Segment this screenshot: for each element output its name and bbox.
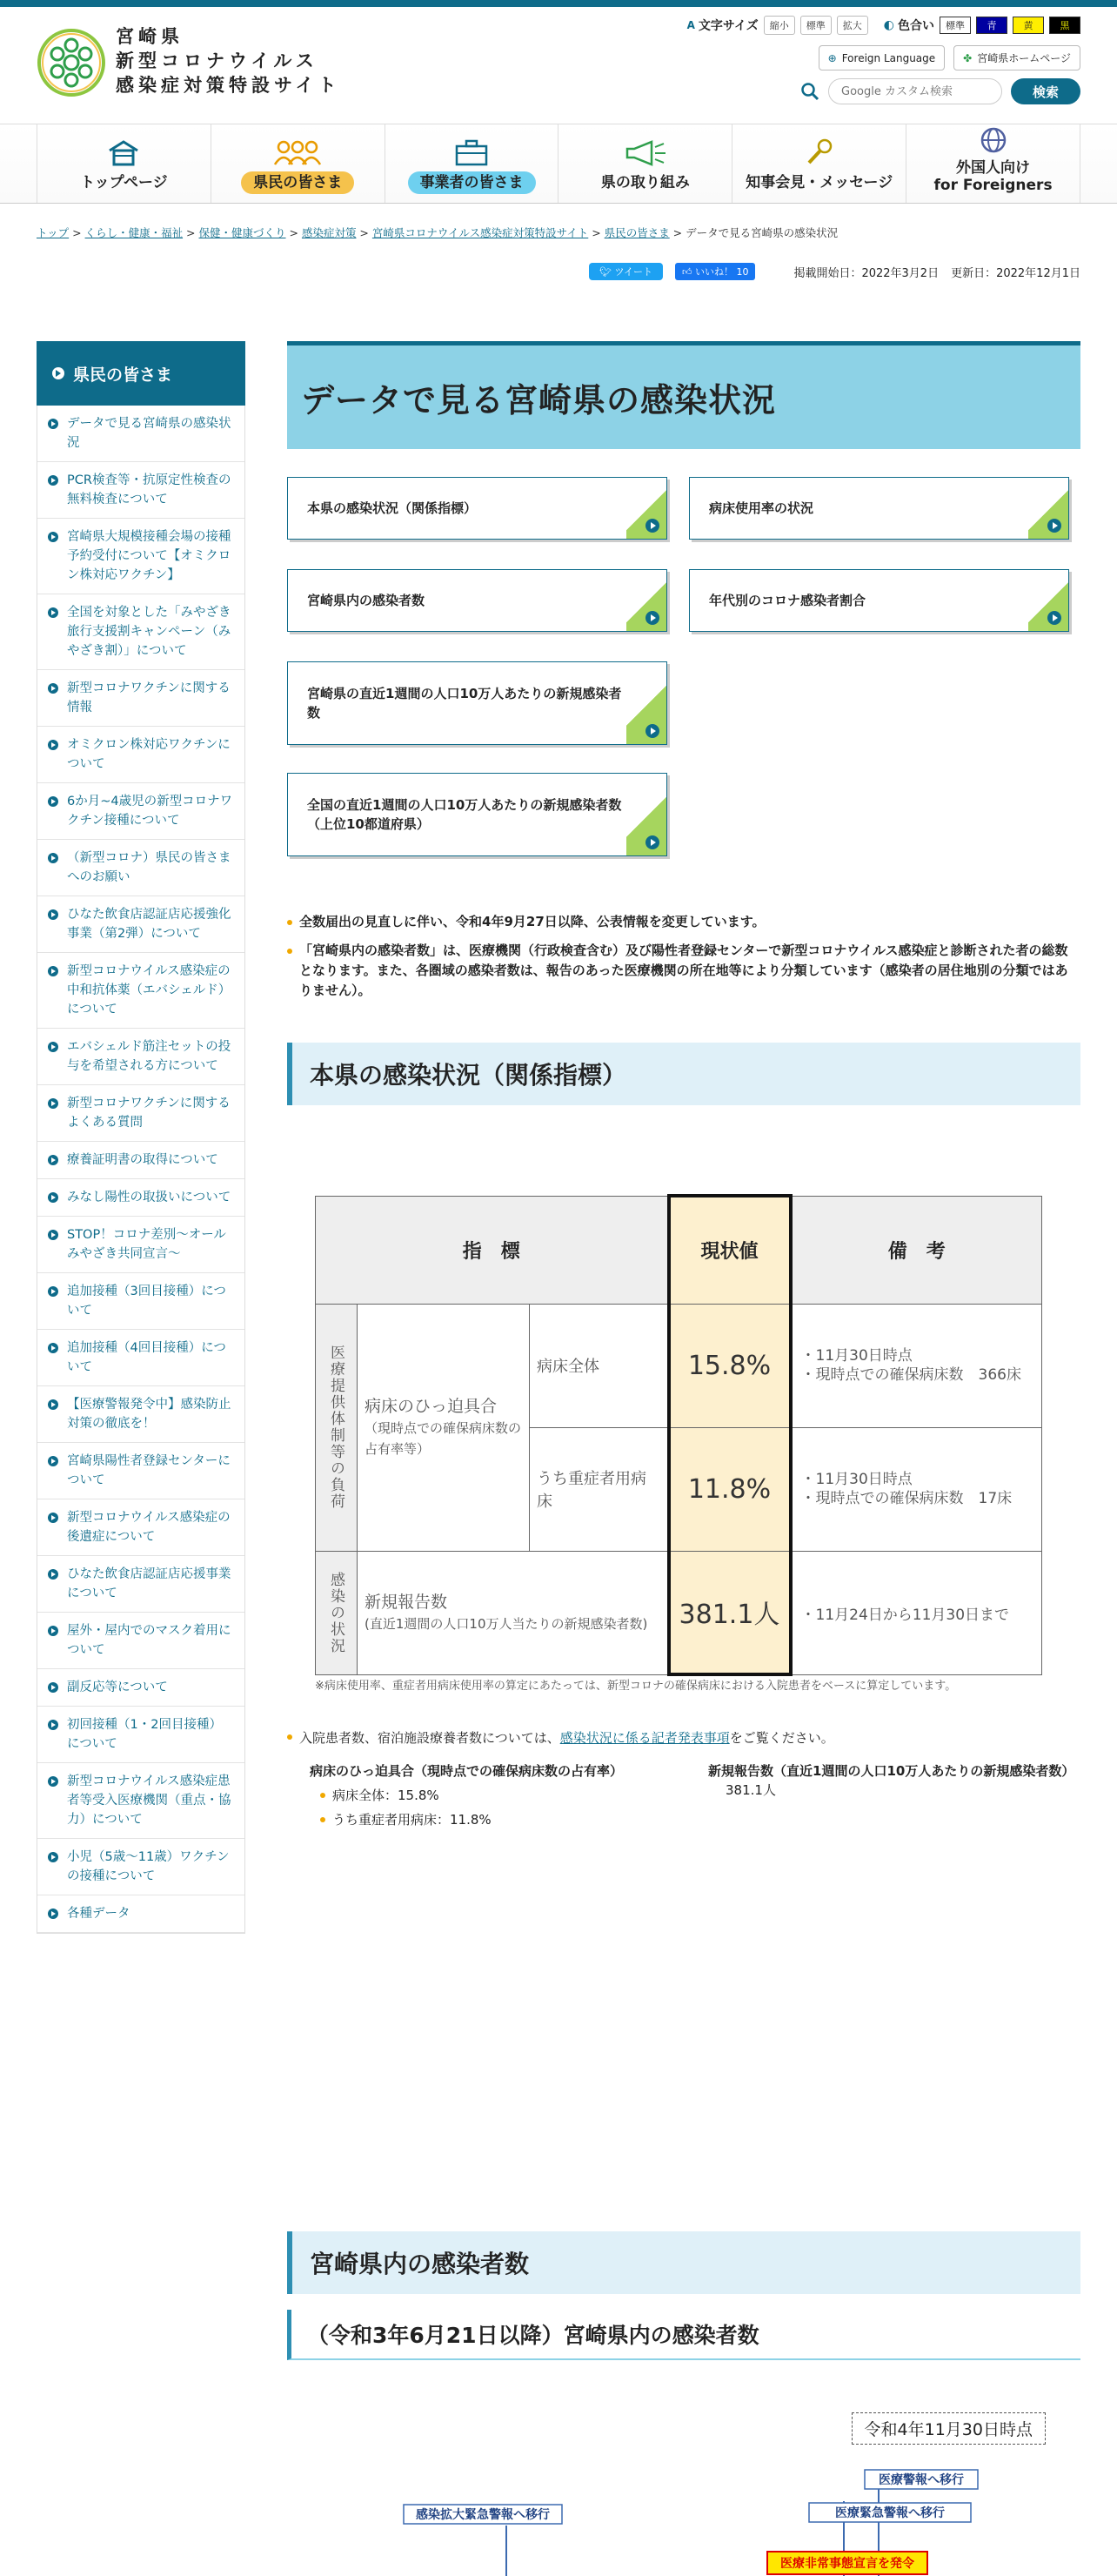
sidebar-item[interactable] bbox=[37, 1085, 244, 1142]
sidebar bbox=[37, 341, 245, 1934]
arrow-circle-icon bbox=[52, 367, 64, 379]
table-value-bed-severe: 11.8% bbox=[669, 1427, 791, 1551]
search-input[interactable] bbox=[828, 78, 1002, 104]
arrow-circle-icon bbox=[48, 1343, 58, 1353]
sidebar-item[interactable] bbox=[37, 1443, 244, 1499]
sidebar-item-label: 初回接種（1・2回目接種）について bbox=[67, 1718, 222, 1751]
sidebar-item-label: 屋外・屋内でのマスク着用について bbox=[67, 1624, 231, 1657]
tweet-button[interactable]: 🐦︎ ツイート bbox=[589, 263, 663, 280]
breadcrumb-link[interactable]: 保健・健康づくり bbox=[198, 226, 286, 239]
arrow-circle-icon bbox=[48, 966, 58, 976]
page-meta bbox=[589, 263, 1080, 280]
table-row-label: うち重症者用病床 bbox=[530, 1427, 669, 1551]
summary-bed-title: 病床のひっ迫具合（現時点での確保病床数の占有率） bbox=[310, 1763, 624, 1779]
section-title-infections: 宮崎県内の感染者数 bbox=[287, 2231, 1080, 2294]
globe-icon: ⊕ bbox=[827, 51, 837, 64]
breadcrumb-link[interactable]: 感染症対策 bbox=[301, 226, 357, 239]
info-line: 入院患者数、宿泊施設療養者数については、感染状況に係る記者発表事項をご覧ください。 bbox=[287, 1728, 1080, 1747]
arrow-circle-icon bbox=[48, 1399, 58, 1410]
main-content bbox=[287, 341, 1080, 2571]
arrow-circle-icon bbox=[48, 909, 58, 920]
nav-foreigners[interactable] bbox=[906, 124, 1080, 203]
arrow-circle-icon bbox=[48, 1098, 58, 1109]
arrow-circle-icon bbox=[48, 1720, 58, 1730]
arrow-circle-icon bbox=[48, 1776, 58, 1787]
summary-bed bbox=[287, 1761, 682, 1829]
sidebar-item-label: 全国を対象とした「みやざき旅行支援割キャンペーン（みやざき割）」について bbox=[67, 606, 231, 658]
search-bar bbox=[800, 78, 1080, 104]
sidebar-item-label: 各種データ bbox=[67, 1907, 130, 1921]
table-header-current: 現状値 bbox=[669, 1196, 791, 1304]
site-title-line3: 感染症対策特設サイト bbox=[116, 75, 341, 96]
sidebar-item-label: 新型コロナウイルス感染症患者等受入医療機関（重点・協力）について bbox=[67, 1774, 231, 1827]
color-yellow-button[interactable]: 黄 bbox=[1013, 17, 1044, 34]
sidebar-item[interactable] bbox=[37, 1613, 244, 1669]
sidebar-item[interactable] bbox=[37, 1895, 244, 1933]
indicator-table bbox=[315, 1194, 1042, 1676]
sidebar-item-label: ひなた飲食店認証店応援事業について bbox=[67, 1567, 231, 1600]
sidebar-item-label: 新型コロナワクチンに関する情報 bbox=[67, 681, 231, 714]
accessibility-bar bbox=[687, 16, 1080, 35]
chart-date-label: 令和4年11月30日時点 bbox=[852, 2412, 1046, 2445]
table-remarks: ・11月30日時点 ・現時点での確保病床数 366床 bbox=[791, 1304, 1042, 1427]
anchor-link-infections[interactable]: 宮崎県内の感染者数 bbox=[287, 569, 667, 632]
twitter-icon: 🐦︎ bbox=[599, 266, 612, 278]
sidebar-item[interactable] bbox=[37, 406, 244, 462]
anchor-link-bed-usage[interactable]: 病床使用率の状況 bbox=[689, 477, 1069, 540]
pref-logo-icon: ✤ bbox=[963, 51, 973, 64]
arrow-circle-icon bbox=[645, 724, 659, 738]
color-blue-button[interactable]: 青 bbox=[976, 17, 1007, 34]
breadcrumb-link[interactable]: くらし・健康・福祉 bbox=[84, 226, 184, 239]
chart-label-medical-state-emergency: 医療非常事態宣言を発令 bbox=[780, 2557, 914, 2571]
sidebar-item-label: 追加接種（4回目接種）について bbox=[67, 1341, 226, 1374]
sidebar-item-label: 療養証明書の取得について bbox=[67, 1153, 218, 1167]
table-remarks: ・11月30日時点 ・現時点での確保病床数 17床 bbox=[791, 1427, 1042, 1551]
arrow-circle-icon bbox=[645, 835, 659, 849]
summary-item: うち重症者用病床：11.8% bbox=[320, 1810, 682, 1829]
breadcrumb: トップ > くらし・健康・福祉 > 保健・健康づくり > 感染症対策 > 宮崎県コロナウイルス感染症対策特設サイト > 県民の皆さま > データで見る宮崎県の感染状況 bbox=[37, 226, 839, 239]
nav-label-ja: 外国人向け bbox=[956, 159, 1031, 177]
sidebar-item[interactable] bbox=[37, 1556, 244, 1613]
font-size-label: A 文字サイズ bbox=[686, 19, 759, 33]
search-button[interactable]: 検索 bbox=[1011, 78, 1080, 104]
sidebar-item[interactable] bbox=[37, 1707, 244, 1763]
table-group-infection: 感染の状況 bbox=[316, 1551, 358, 1674]
arrow-circle-icon bbox=[1047, 519, 1061, 533]
color-label: ◐ 色合い bbox=[883, 18, 934, 33]
table-new-cases-label: 新規報告数 (直近1週間の人口10万人当たりの新規感染者数) bbox=[358, 1551, 669, 1674]
arrow-circle-icon bbox=[48, 1456, 58, 1466]
page-title: データで見る宮崎県の感染状況 bbox=[287, 341, 1080, 449]
sidebar-item[interactable] bbox=[37, 1839, 244, 1895]
sidebar-item-label: STOP！コロナ差別～オールみやざき共同宣言～ bbox=[67, 1228, 226, 1261]
search-icon bbox=[800, 82, 819, 101]
sidebar-item-label: 宮崎県陽性者登録センターについて bbox=[67, 1454, 231, 1487]
sidebar-item[interactable] bbox=[37, 462, 244, 519]
sidebar-item[interactable] bbox=[37, 1669, 244, 1707]
sidebar-item[interactable] bbox=[37, 727, 244, 783]
arrow-circle-icon bbox=[48, 1042, 58, 1052]
anchor-link-age-groups[interactable]: 年代別のコロナ感染者割合 bbox=[689, 569, 1069, 632]
sidebar-item[interactable] bbox=[37, 594, 244, 670]
sidebar-item-label: （新型コロナ）県民の皆さまへのお願い bbox=[67, 851, 231, 884]
summary-item: 病床全体：15.8% bbox=[320, 1786, 682, 1805]
nav-initiatives[interactable] bbox=[558, 124, 732, 203]
sidebar-item-label: 小児（5歳～11歳）ワクチンの接種について bbox=[67, 1850, 230, 1883]
sidebar-item[interactable] bbox=[37, 1179, 244, 1217]
sidebar-item[interactable] bbox=[37, 1386, 244, 1443]
nav-residents[interactable] bbox=[211, 124, 385, 203]
briefcase-icon bbox=[454, 138, 489, 166]
sidebar-item-label: エバシェルド筋注セットの投与を希望される方について bbox=[67, 1040, 231, 1073]
arrow-circle-icon bbox=[645, 611, 659, 625]
nav-governor[interactable] bbox=[732, 124, 906, 203]
arrow-circle-icon bbox=[48, 419, 58, 429]
table-bed-label: 病床のひっ迫具合 （現時点での確保病床数の占有率等） bbox=[358, 1304, 530, 1551]
nav-label: 事業者の皆さま bbox=[408, 171, 536, 194]
people-icon bbox=[271, 138, 324, 166]
arrow-circle-icon bbox=[48, 1286, 58, 1297]
nav-label: 県民の皆さま bbox=[241, 171, 354, 194]
arrow-circle-icon bbox=[48, 532, 58, 542]
arrow-circle-icon bbox=[48, 796, 58, 807]
anchor-link-pref-per100k[interactable]: 宮崎県の直近1週間の人口10万人あたりの新規感染者数 bbox=[287, 661, 667, 745]
arrow-circle-icon bbox=[48, 740, 58, 750]
arrow-circle-icon bbox=[48, 1909, 58, 1919]
anchor-link-national-top10[interactable]: 全国の直近1週間の人口10万人あたりの新規感染者数（上位10都道府県） bbox=[287, 773, 667, 856]
arrow-circle-icon bbox=[48, 475, 58, 486]
arrow-circle-icon bbox=[48, 683, 58, 694]
notice-item: 全数届出の見直しに伴い、令和4年9月27日以降、公表情報を変更しています。 bbox=[287, 912, 1080, 932]
font-size-large-button[interactable]: 拡大 bbox=[837, 16, 868, 35]
nav-label bbox=[934, 159, 1053, 194]
arrow-circle-icon bbox=[48, 1852, 58, 1862]
table-value-new-cases: 381.1人 bbox=[669, 1551, 791, 1674]
sidebar-title[interactable]: 県民の皆さま bbox=[37, 341, 245, 406]
section-title-indicators: 本県の感染状況（関係指標） bbox=[287, 1043, 1080, 1105]
sidebar-item-label: 【医療警報発令中】感染防止対策の徹底を！ bbox=[67, 1398, 231, 1431]
global-nav bbox=[0, 124, 1117, 204]
sidebar-item[interactable] bbox=[37, 1499, 244, 1556]
sidebar-item-label: PCR検査等・抗原定性検査の無料検査について bbox=[67, 473, 231, 506]
notice-item: 「宮崎県内の感染者数」は、医療機関（行政検査含む）及び陽性者登録センターで新型コロナウイルス感染症と診断された者の総数となります。また、各圏域の感染者数は、報告のあった医療機関の所在地等により分類しています（感染者の居住地別の分類ではありません）。 bbox=[287, 941, 1080, 1001]
updated-date: 更新日：2022年12月1日 bbox=[951, 266, 1080, 280]
sidebar-item-label: オミクロン株対応ワクチンについて bbox=[67, 738, 231, 771]
sidebar-item[interactable] bbox=[37, 1142, 244, 1179]
nav-label: トップページ bbox=[80, 174, 168, 191]
nav-label: 知事会見・メッセージ bbox=[746, 174, 893, 191]
notice-list bbox=[287, 912, 1080, 1010]
site-title-line1: 宮崎県 bbox=[116, 26, 184, 47]
arrow-circle-icon bbox=[48, 1513, 58, 1523]
arrow-circle-icon bbox=[1047, 611, 1061, 625]
summary-new-cases-value: 381.1人 bbox=[726, 1782, 776, 1798]
table-group-medical: 医療提供体制等の負荷 bbox=[316, 1304, 358, 1551]
sidebar-item-label: みなし陽性の取扱いについて bbox=[67, 1191, 231, 1204]
table-value-bed-total: 15.8% bbox=[669, 1304, 791, 1427]
microphone-icon bbox=[802, 138, 837, 166]
breadcrumb-link[interactable]: 宮崎県コロナウイルス感染症対策特設サイト bbox=[371, 226, 589, 239]
arrow-circle-icon bbox=[48, 1569, 58, 1580]
sidebar-item-label: 副反応等について bbox=[67, 1680, 168, 1694]
header-links bbox=[819, 45, 1080, 70]
font-size-normal-button[interactable]: 標準 bbox=[800, 16, 832, 35]
nav-top-page[interactable] bbox=[37, 124, 211, 203]
table-header-indicator: 指 標 bbox=[316, 1196, 669, 1304]
arrow-circle-icon bbox=[48, 1626, 58, 1636]
sidebar-item[interactable] bbox=[37, 896, 244, 953]
color-standard-button[interactable]: 標準 bbox=[940, 17, 971, 34]
anchor-link-indicators[interactable]: 本県の感染状況（関係指標） bbox=[287, 477, 667, 540]
sidebar-item[interactable] bbox=[37, 840, 244, 896]
palette-icon: ◐ bbox=[883, 18, 894, 32]
like-button[interactable]: 👍︎ いいね！ 10 bbox=[675, 263, 756, 280]
sidebar-item[interactable] bbox=[37, 670, 244, 727]
table-remarks: ・11月24日から11月30日まで bbox=[791, 1551, 1042, 1674]
nav-label: 県の取り組み bbox=[600, 174, 690, 191]
chart-label-spread-emergency: 感染拡大緊急警報へ移行 bbox=[416, 2508, 550, 2522]
infection-chart-top bbox=[287, 2465, 1080, 2576]
globe-icon bbox=[976, 126, 1011, 154]
arrow-circle-icon bbox=[48, 1192, 58, 1203]
chart-label-medical-emergency: 医療緊急警報へ移行 bbox=[835, 2506, 945, 2520]
arrow-circle-icon bbox=[645, 519, 659, 533]
font-size-small-button[interactable]: 縮小 bbox=[764, 16, 795, 35]
sidebar-item[interactable] bbox=[37, 1029, 244, 1085]
sidebar-item[interactable] bbox=[37, 783, 244, 840]
published-date: 掲載開始日：2022年3月2日 bbox=[793, 266, 940, 280]
pref-home-button[interactable]: ✤ 宮崎県ホームページ bbox=[953, 45, 1080, 70]
sidebar-item-label: 新型コロナウイルス感染症の後遺症について bbox=[67, 1511, 231, 1544]
home-icon bbox=[106, 138, 141, 166]
subsection-title: （令和3年6月21日以降）宮崎県内の感染者数 bbox=[287, 2310, 1080, 2360]
chart-label-medical-alert: 医療警報へ移行 bbox=[879, 2473, 964, 2487]
table-row-label: 病床全体 bbox=[530, 1304, 669, 1427]
arrow-circle-icon bbox=[48, 1230, 58, 1240]
breadcrumb-current: データで見る宮崎県の感染状況 bbox=[686, 226, 839, 239]
arrow-circle-icon bbox=[48, 853, 58, 863]
thumbs-up-icon: 👍︎ bbox=[681, 266, 692, 278]
sidebar-item-label: 新型コロナワクチンに関するよくある質問 bbox=[67, 1097, 231, 1130]
sidebar-item[interactable] bbox=[37, 953, 244, 1029]
table-footnote: ※病床使用率、重症者用病床使用率の算定にあたっては、新型コロナの確保病床における入院患者をベースに算定しています。 bbox=[315, 1680, 957, 1693]
site-title-line2: 新型コロナウイルス bbox=[116, 50, 318, 71]
nav-label-en: for Foreigners bbox=[933, 177, 1053, 194]
breadcrumb-link[interactable]: 県民の皆さま bbox=[604, 226, 670, 239]
color-black-button[interactable]: 黒 bbox=[1049, 17, 1080, 34]
megaphone-icon bbox=[624, 138, 667, 166]
sidebar-item[interactable] bbox=[37, 1763, 244, 1839]
site-logo[interactable] bbox=[37, 26, 106, 99]
sidebar-item-label: 追加接種（3回目接種）について bbox=[67, 1285, 226, 1318]
sidebar-item-label: 宮崎県大規模接種会場の接種予約受付について【オミクロン株対応ワクチン】 bbox=[67, 530, 231, 582]
sidebar-item[interactable] bbox=[37, 1217, 244, 1273]
sidebar-item[interactable] bbox=[37, 1273, 244, 1330]
nav-business[interactable] bbox=[385, 124, 558, 203]
arrow-circle-icon bbox=[48, 607, 58, 618]
sidebar-item-label: 新型コロナウイルス感染症の中和抗体薬（エバシェルド）について bbox=[67, 964, 231, 1016]
text-size-icon: A bbox=[686, 19, 695, 31]
sidebar-item[interactable] bbox=[37, 1330, 244, 1386]
sidebar-item-label: ひなた飲食店認証店応援強化事業（第2弾）について bbox=[67, 908, 231, 941]
top-bar bbox=[0, 0, 1117, 7]
sidebar-item-label: データで見る宮崎県の感染状況 bbox=[67, 417, 231, 450]
summary-new-cases-title: 新規報告数（直近1週間の人口10万人あたりの新規感染者数） bbox=[708, 1763, 1075, 1779]
breadcrumb-link[interactable]: トップ bbox=[37, 226, 70, 239]
table-header-remarks: 備 考 bbox=[791, 1196, 1042, 1304]
foreign-language-button[interactable]: ⊕ Foreign Language bbox=[819, 45, 946, 70]
arrow-circle-icon bbox=[48, 1155, 58, 1165]
site-title[interactable] bbox=[116, 24, 341, 97]
sidebar-item[interactable] bbox=[37, 519, 244, 594]
sidebar-item-label: 6か月~4歳児の新型コロナワクチン接種について bbox=[67, 795, 233, 828]
summary-new-cases bbox=[682, 1761, 1080, 1829]
sidebar-list bbox=[37, 406, 245, 1934]
summary-columns bbox=[287, 1761, 1080, 1829]
arrow-circle-icon bbox=[48, 1682, 58, 1693]
press-release-link[interactable]: 感染状況に係る記者発表事項 bbox=[559, 1730, 730, 1746]
